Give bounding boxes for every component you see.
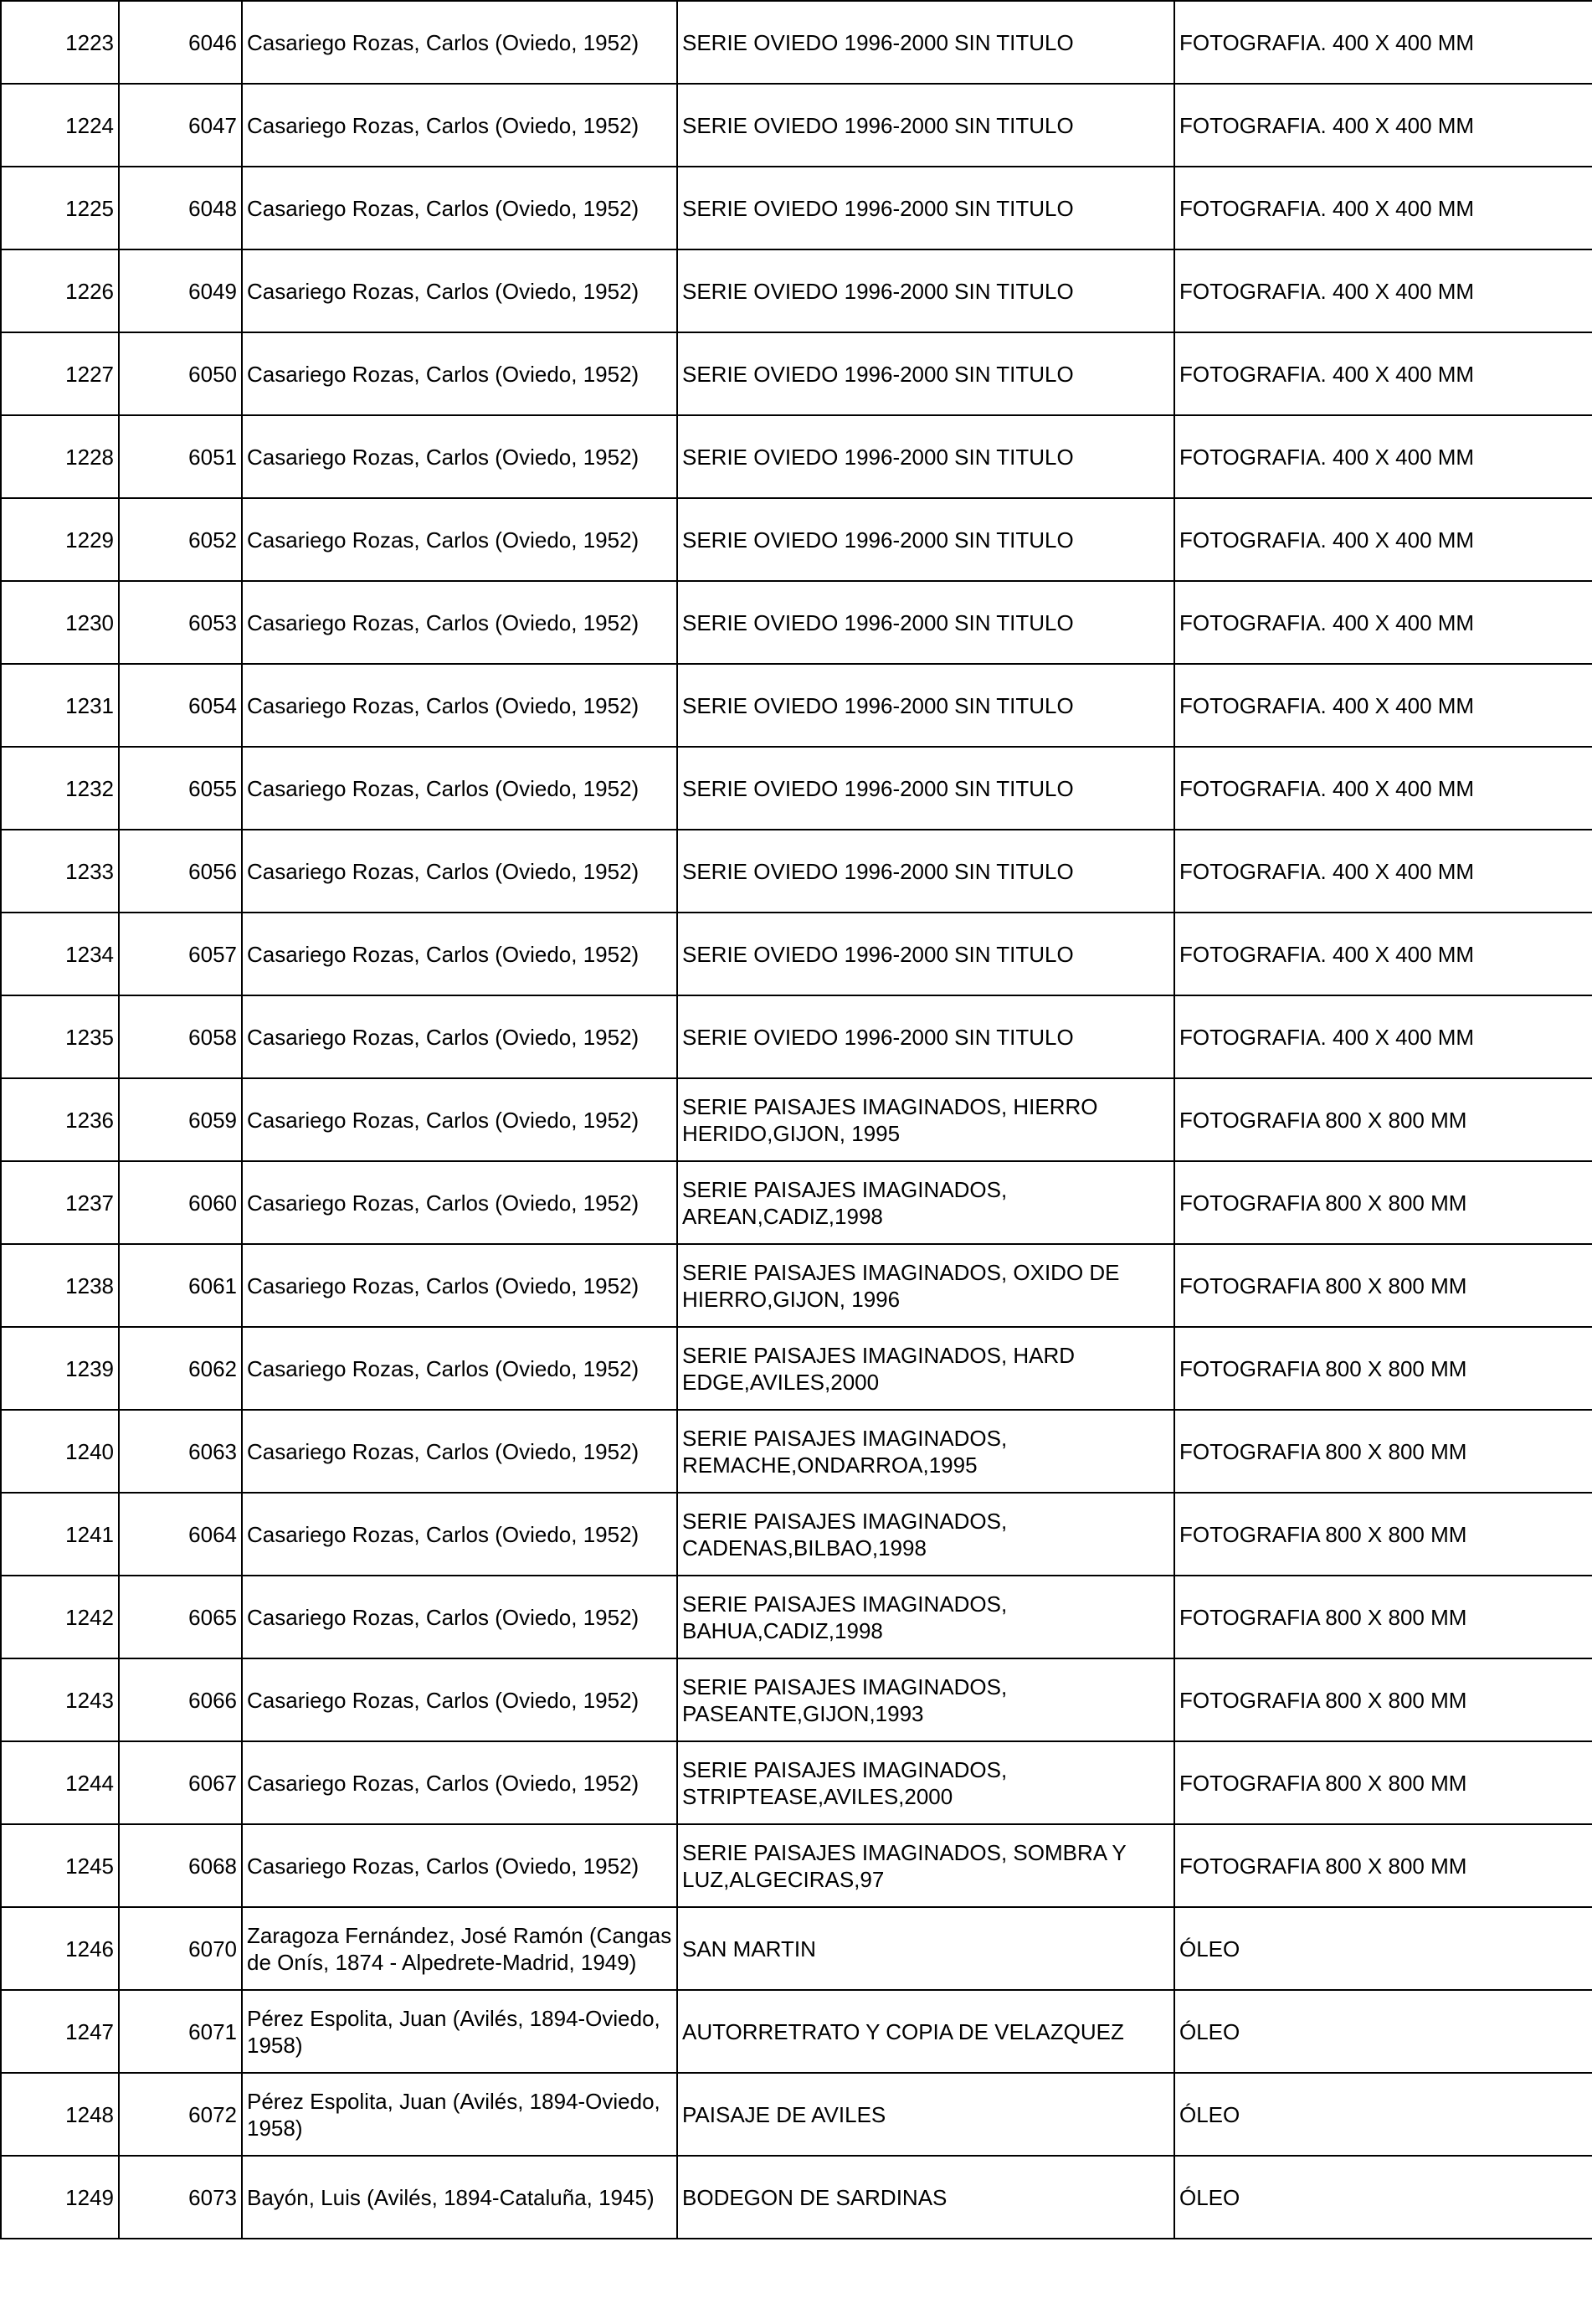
author-cell: Casariego Rozas, Carlos (Oviedo, 1952): [242, 1161, 677, 1244]
technique-cell: FOTOGRAFIA. 400 X 400 MM: [1174, 995, 1592, 1078]
technique-cell: FOTOGRAFIA. 400 X 400 MM: [1174, 332, 1592, 415]
record-number-cell: 1237: [1, 1161, 119, 1244]
inventory-number-cell: 6052: [119, 498, 242, 581]
author-cell: Casariego Rozas, Carlos (Oviedo, 1952): [242, 1, 677, 84]
inventory-number-cell: 6061: [119, 1244, 242, 1327]
title-cell: SERIE PAISAJES IMAGINADOS, BAHUA,CADIZ,1998: [677, 1576, 1174, 1658]
technique-cell: FOTOGRAFIA 800 X 800 MM: [1174, 1658, 1592, 1741]
title-cell: SERIE PAISAJES IMAGINADOS, AREAN,CADIZ,1998: [677, 1161, 1174, 1244]
title-cell: SERIE OVIEDO 1996-2000 SIN TITULO: [677, 747, 1174, 830]
record-number-cell: 1244: [1, 1741, 119, 1824]
author-cell: Pérez Espolita, Juan (Avilés, 1894-Oviedo, 1958): [242, 2073, 677, 2156]
table-row: [1, 1493, 1592, 1576]
table-row: [1, 1907, 1592, 1990]
technique-cell: FOTOGRAFIA. 400 X 400 MM: [1174, 415, 1592, 498]
technique-cell: FOTOGRAFIA. 400 X 400 MM: [1174, 747, 1592, 830]
record-number-cell: 1245: [1, 1824, 119, 1907]
technique-cell: FOTOGRAFIA. 400 X 400 MM: [1174, 913, 1592, 995]
author-cell: Casariego Rozas, Carlos (Oviedo, 1952): [242, 249, 677, 332]
table-row: [1, 995, 1592, 1078]
record-number-cell: 1236: [1, 1078, 119, 1161]
author-cell: Casariego Rozas, Carlos (Oviedo, 1952): [242, 1410, 677, 1493]
author-cell: Casariego Rozas, Carlos (Oviedo, 1952): [242, 830, 677, 913]
table-row: [1, 332, 1592, 415]
technique-cell: FOTOGRAFIA. 400 X 400 MM: [1174, 84, 1592, 167]
record-number-cell: 1239: [1, 1327, 119, 1410]
author-cell: Casariego Rozas, Carlos (Oviedo, 1952): [242, 1658, 677, 1741]
inventory-number-cell: 6053: [119, 581, 242, 664]
table-row: [1, 747, 1592, 830]
record-number-cell: 1229: [1, 498, 119, 581]
inventory-number-cell: 6073: [119, 2156, 242, 2239]
record-number-cell: 1230: [1, 581, 119, 664]
record-number-cell: 1241: [1, 1493, 119, 1576]
inventory-number-cell: 6071: [119, 1990, 242, 2073]
author-cell: Casariego Rozas, Carlos (Oviedo, 1952): [242, 664, 677, 747]
table-row: [1, 1824, 1592, 1907]
technique-cell: ÓLEO: [1174, 2073, 1592, 2156]
title-cell: SERIE OVIEDO 1996-2000 SIN TITULO: [677, 167, 1174, 249]
record-number-cell: 1232: [1, 747, 119, 830]
title-cell: SERIE OVIEDO 1996-2000 SIN TITULO: [677, 1, 1174, 84]
table-row: [1, 2156, 1592, 2239]
title-cell: SAN MARTIN: [677, 1907, 1174, 1990]
title-cell: SERIE PAISAJES IMAGINADOS, HARD EDGE,AVILES,2000: [677, 1327, 1174, 1410]
technique-cell: FOTOGRAFIA. 400 X 400 MM: [1174, 167, 1592, 249]
record-number-cell: 1224: [1, 84, 119, 167]
table-row: [1, 1658, 1592, 1741]
technique-cell: FOTOGRAFIA. 400 X 400 MM: [1174, 664, 1592, 747]
record-number-cell: 1231: [1, 664, 119, 747]
title-cell: SERIE OVIEDO 1996-2000 SIN TITULO: [677, 581, 1174, 664]
author-cell: Bayón, Luis (Avilés, 1894-Cataluña, 1945): [242, 2156, 677, 2239]
technique-cell: ÓLEO: [1174, 1990, 1592, 2073]
title-cell: SERIE PAISAJES IMAGINADOS, CADENAS,BILBAO,1998: [677, 1493, 1174, 1576]
record-number-cell: 1246: [1, 1907, 119, 1990]
table-row: [1, 415, 1592, 498]
title-cell: SERIE PAISAJES IMAGINADOS, HIERRO HERIDO,GIJON, 1995: [677, 1078, 1174, 1161]
record-number-cell: 1225: [1, 167, 119, 249]
record-number-cell: 1247: [1, 1990, 119, 2073]
technique-cell: FOTOGRAFIA 800 X 800 MM: [1174, 1410, 1592, 1493]
table-row: [1, 664, 1592, 747]
technique-cell: FOTOGRAFIA 800 X 800 MM: [1174, 1327, 1592, 1410]
title-cell: SERIE OVIEDO 1996-2000 SIN TITULO: [677, 830, 1174, 913]
title-cell: BODEGON DE SARDINAS: [677, 2156, 1174, 2239]
inventory-number-cell: 6050: [119, 332, 242, 415]
author-cell: Casariego Rozas, Carlos (Oviedo, 1952): [242, 747, 677, 830]
title-cell: AUTORRETRATO Y COPIA DE VELAZQUEZ: [677, 1990, 1174, 2073]
title-cell: SERIE PAISAJES IMAGINADOS, STRIPTEASE,AVILES,2000: [677, 1741, 1174, 1824]
inventory-number-cell: 6068: [119, 1824, 242, 1907]
table-row: [1, 581, 1592, 664]
inventory-number-cell: 6066: [119, 1658, 242, 1741]
table-row: [1, 2073, 1592, 2156]
record-number-cell: 1240: [1, 1410, 119, 1493]
author-cell: Pérez Espolita, Juan (Avilés, 1894-Oviedo, 1958): [242, 1990, 677, 2073]
inventory-number-cell: 6047: [119, 84, 242, 167]
title-cell: SERIE OVIEDO 1996-2000 SIN TITULO: [677, 913, 1174, 995]
record-number-cell: 1242: [1, 1576, 119, 1658]
technique-cell: FOTOGRAFIA 800 X 800 MM: [1174, 1078, 1592, 1161]
author-cell: Casariego Rozas, Carlos (Oviedo, 1952): [242, 1576, 677, 1658]
record-number-cell: 1248: [1, 2073, 119, 2156]
inventory-number-cell: 6067: [119, 1741, 242, 1824]
author-cell: Casariego Rozas, Carlos (Oviedo, 1952): [242, 332, 677, 415]
record-number-cell: 1235: [1, 995, 119, 1078]
table-row: [1, 84, 1592, 167]
author-cell: Casariego Rozas, Carlos (Oviedo, 1952): [242, 498, 677, 581]
table-row: [1, 1078, 1592, 1161]
technique-cell: FOTOGRAFIA 800 X 800 MM: [1174, 1824, 1592, 1907]
author-cell: Casariego Rozas, Carlos (Oviedo, 1952): [242, 1824, 677, 1907]
technique-cell: FOTOGRAFIA. 400 X 400 MM: [1174, 581, 1592, 664]
title-cell: SERIE PAISAJES IMAGINADOS, OXIDO DE HIERRO,GIJON, 1996: [677, 1244, 1174, 1327]
author-cell: Casariego Rozas, Carlos (Oviedo, 1952): [242, 84, 677, 167]
table-row: [1, 498, 1592, 581]
record-number-cell: 1234: [1, 913, 119, 995]
title-cell: SERIE OVIEDO 1996-2000 SIN TITULO: [677, 249, 1174, 332]
inventory-number-cell: 6062: [119, 1327, 242, 1410]
table-row: [1, 167, 1592, 249]
title-cell: SERIE PAISAJES IMAGINADOS, SOMBRA Y LUZ,ALGECIRAS,97: [677, 1824, 1174, 1907]
inventory-number-cell: 6055: [119, 747, 242, 830]
author-cell: Casariego Rozas, Carlos (Oviedo, 1952): [242, 1327, 677, 1410]
title-cell: SERIE PAISAJES IMAGINADOS, PASEANTE,GIJON,1993: [677, 1658, 1174, 1741]
technique-cell: FOTOGRAFIA. 400 X 400 MM: [1174, 498, 1592, 581]
inventory-number-cell: 6049: [119, 249, 242, 332]
inventory-number-cell: 6046: [119, 1, 242, 84]
technique-cell: FOTOGRAFIA 800 X 800 MM: [1174, 1493, 1592, 1576]
table-row: [1, 1327, 1592, 1410]
author-cell: Casariego Rozas, Carlos (Oviedo, 1952): [242, 1741, 677, 1824]
author-cell: Casariego Rozas, Carlos (Oviedo, 1952): [242, 1244, 677, 1327]
table-row: [1, 1410, 1592, 1493]
record-number-cell: 1226: [1, 249, 119, 332]
table-row: [1, 249, 1592, 332]
inventory-number-cell: 6056: [119, 830, 242, 913]
inventory-number-cell: 6063: [119, 1410, 242, 1493]
title-cell: SERIE OVIEDO 1996-2000 SIN TITULO: [677, 498, 1174, 581]
technique-cell: FOTOGRAFIA 800 X 800 MM: [1174, 1741, 1592, 1824]
inventory-number-cell: 6060: [119, 1161, 242, 1244]
title-cell: SERIE OVIEDO 1996-2000 SIN TITULO: [677, 415, 1174, 498]
table-row: [1, 1244, 1592, 1327]
technique-cell: FOTOGRAFIA 800 X 800 MM: [1174, 1161, 1592, 1244]
inventory-number-cell: 6070: [119, 1907, 242, 1990]
technique-cell: ÓLEO: [1174, 2156, 1592, 2239]
technique-cell: FOTOGRAFIA. 400 X 400 MM: [1174, 830, 1592, 913]
technique-cell: ÓLEO: [1174, 1907, 1592, 1990]
technique-cell: FOTOGRAFIA 800 X 800 MM: [1174, 1576, 1592, 1658]
inventory-number-cell: 6057: [119, 913, 242, 995]
inventory-number-cell: 6054: [119, 664, 242, 747]
record-number-cell: 1228: [1, 415, 119, 498]
record-number-cell: 1223: [1, 1, 119, 84]
inventory-number-cell: 6059: [119, 1078, 242, 1161]
table-row: [1, 1576, 1592, 1658]
author-cell: Casariego Rozas, Carlos (Oviedo, 1952): [242, 995, 677, 1078]
inventory-number-cell: 6048: [119, 167, 242, 249]
title-cell: SERIE OVIEDO 1996-2000 SIN TITULO: [677, 332, 1174, 415]
inventory-number-cell: 6072: [119, 2073, 242, 2156]
record-number-cell: 1249: [1, 2156, 119, 2239]
inventory-number-cell: 6051: [119, 415, 242, 498]
record-number-cell: 1227: [1, 332, 119, 415]
table-row: [1, 1161, 1592, 1244]
table-row: [1, 1741, 1592, 1824]
author-cell: Casariego Rozas, Carlos (Oviedo, 1952): [242, 167, 677, 249]
technique-cell: FOTOGRAFIA. 400 X 400 MM: [1174, 249, 1592, 332]
technique-cell: FOTOGRAFIA 800 X 800 MM: [1174, 1244, 1592, 1327]
catalog-body: [1, 1, 1592, 2239]
technique-cell: FOTOGRAFIA. 400 X 400 MM: [1174, 1, 1592, 84]
record-number-cell: 1233: [1, 830, 119, 913]
title-cell: PAISAJE DE AVILES: [677, 2073, 1174, 2156]
record-number-cell: 1243: [1, 1658, 119, 1741]
author-cell: Zaragoza Fernández, José Ramón (Cangas de Onís, 1874 - Alpedrete-Madrid, 1949): [242, 1907, 677, 1990]
inventory-number-cell: 6064: [119, 1493, 242, 1576]
title-cell: SERIE OVIEDO 1996-2000 SIN TITULO: [677, 84, 1174, 167]
author-cell: Casariego Rozas, Carlos (Oviedo, 1952): [242, 913, 677, 995]
title-cell: SERIE PAISAJES IMAGINADOS, REMACHE,ONDARROA,1995: [677, 1410, 1174, 1493]
title-cell: SERIE OVIEDO 1996-2000 SIN TITULO: [677, 995, 1174, 1078]
title-cell: SERIE OVIEDO 1996-2000 SIN TITULO: [677, 664, 1174, 747]
table-row: [1, 913, 1592, 995]
table-row: [1, 1, 1592, 84]
inventory-number-cell: 6058: [119, 995, 242, 1078]
author-cell: Casariego Rozas, Carlos (Oviedo, 1952): [242, 1493, 677, 1576]
table-row: [1, 1990, 1592, 2073]
author-cell: Casariego Rozas, Carlos (Oviedo, 1952): [242, 415, 677, 498]
record-number-cell: 1238: [1, 1244, 119, 1327]
table-row: [1, 830, 1592, 913]
author-cell: Casariego Rozas, Carlos (Oviedo, 1952): [242, 1078, 677, 1161]
inventory-number-cell: 6065: [119, 1576, 242, 1658]
author-cell: Casariego Rozas, Carlos (Oviedo, 1952): [242, 581, 677, 664]
